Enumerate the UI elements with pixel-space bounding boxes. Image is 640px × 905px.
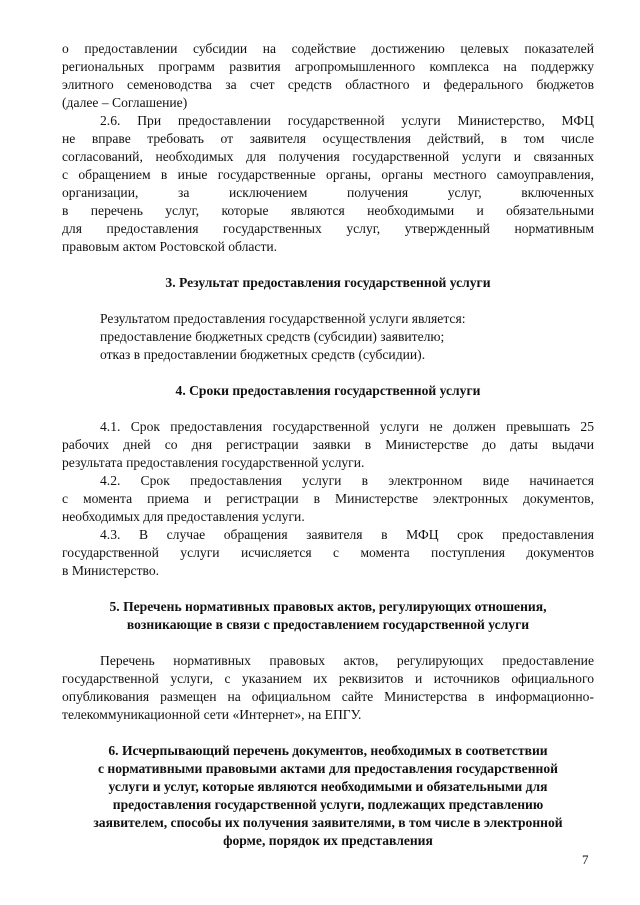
text-line: необходимых для предоставления услуги. — [62, 509, 305, 524]
heading-line: форме, порядок их представления — [223, 833, 433, 848]
text-line: региональных программ развития агропромышленного комплекса на поддержку — [62, 59, 594, 74]
paragraph-4-1 — [62, 418, 594, 472]
text-line: (далее – Соглашение) — [62, 95, 188, 110]
section-heading-5 — [62, 598, 594, 634]
paragraph-4-2 — [62, 472, 594, 526]
heading-line: услуги и услуг, которые являются необходимыми и обязательными для — [108, 779, 548, 794]
page-number: 7 — [582, 852, 589, 867]
text-line: в Министерство. — [62, 563, 160, 578]
text-line: Перечень нормативных правовых актов, регулирующих предоставление — [100, 653, 594, 668]
heading-line: 6. Исчерпывающий перечень документов, необходимых в соответствии — [108, 743, 548, 758]
section-3-list — [62, 310, 594, 364]
text-line: с момента приема и регистрации в Министерстве электронных документов, — [62, 491, 594, 506]
heading-line: с нормативными правовыми актами для предоставления государственной — [97, 761, 559, 776]
text-line: опубликования размещен на официальном сайте Министерства в информационно- — [62, 689, 594, 704]
heading-line: заявителем, способы их получения заявителями, в том числе в электронной — [93, 815, 563, 830]
text-line: 4.2. Срок предоставления услуги в электронном виде начинается — [100, 473, 594, 488]
text-line: предоставление бюджетных средств (субсидии) заявителю; — [100, 329, 445, 344]
section-heading-4: 4. Сроки предоставления государственной услуги — [175, 383, 481, 398]
text-line: с обращением в иные государственные органы, органы местного самоуправления, — [62, 167, 594, 182]
text-line: отказ в предоставлении бюджетных средств (субсидии). — [100, 347, 426, 362]
paragraph-2-6 — [62, 112, 594, 256]
text-line: государственной услуги, с указанием их реквизитов и источников официального — [62, 671, 594, 686]
heading-line: предоставления государственной услуги, подлежащих представлению — [112, 797, 544, 812]
text-line: для предоставления государственных услуг, утвержденный нормативным — [62, 221, 594, 236]
section-heading-6 — [62, 742, 594, 850]
text-line: 4.1. Срок предоставления государственной услуги не должен превышать 25 — [100, 419, 594, 434]
text-line: результата предоставления государственной услуги. — [62, 455, 365, 470]
text-line: телекоммуникационной сети «Интернет», на ЕПГУ. — [62, 707, 362, 722]
text-line: рабочих дней со дня регистрации заявки в Министерстве до даты выдачи — [62, 437, 594, 452]
text-line: правовым актом Ростовской области. — [62, 239, 278, 254]
paragraph-5 — [62, 652, 594, 724]
text-line: о предоставлении субсидии на содействие достижению целевых показателей — [62, 41, 594, 56]
document-page — [62, 40, 594, 850]
text-line: в перечень услуг, которые являются необходимыми и обязательными — [62, 203, 594, 218]
heading-line: возникающие в связи с предоставлением государственной услуги — [126, 617, 530, 632]
text-line: 2.6. При предоставлении государственной услуги Министерство, МФЦ — [100, 113, 594, 128]
text-line: не вправе требовать от заявителя осуществления действий, в том числе — [62, 131, 594, 146]
paragraph-4-3 — [62, 526, 594, 580]
text-line: элитного семеноводства за счет средств областного и федерального бюджетов — [62, 77, 594, 92]
text-line: государственной услуги исчисляется с момента поступления документов — [62, 545, 594, 560]
paragraph-agreement — [62, 40, 594, 112]
heading-line: 5. Перечень нормативных правовых актов, регулирующих отношения, — [109, 599, 547, 614]
text-line: 4.3. В случае обращения заявителя в МФЦ срок предоставления — [100, 527, 594, 542]
text-line: Результатом предоставления государственной услуги является: — [100, 311, 466, 326]
section-heading-3: 3. Результат предоставления государственной услуги — [165, 275, 491, 290]
text-line: организации, за исключением получения услуг, включенных — [62, 185, 594, 200]
text-line: согласований, необходимых для получения государственной услуги и связанных — [62, 149, 594, 164]
